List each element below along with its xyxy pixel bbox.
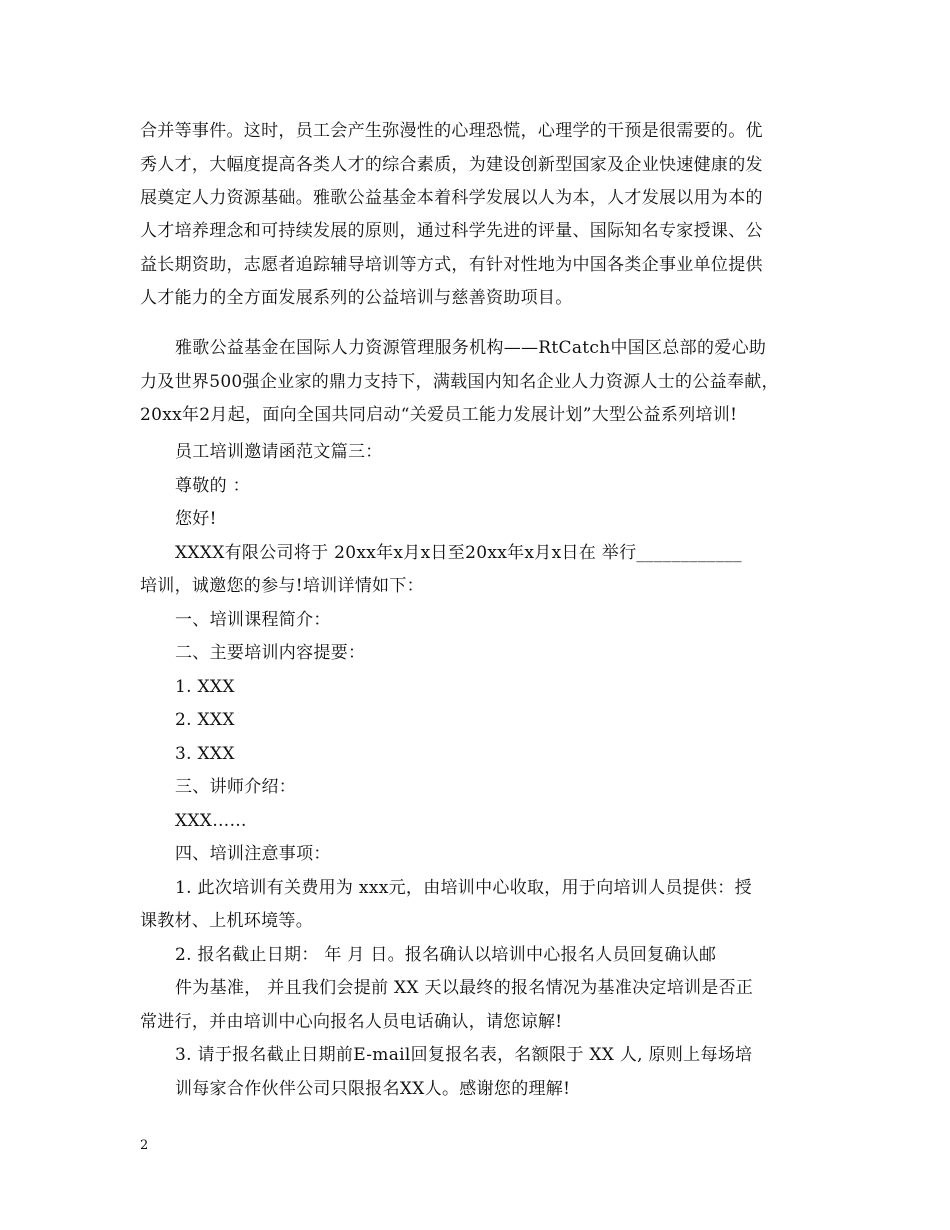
text-line: 展奠定人力资源基础。雅歌公益基金本着科学发展以人为本，人才发展以用为本的: [140, 188, 763, 208]
list-item: 3. 请于报名截止日期前E-mail回复报名表，名额限于 XX 人, 原则上每场培: [175, 1045, 753, 1065]
text-line: XXXX有限公司将于 20xx年x月x日至20xx年x月x日在 举行____________: [175, 543, 742, 563]
list-item: 2. XXX: [175, 710, 235, 730]
text-line: 力及世界500强企业家的鼎力支持下，满载国内知名企业人力资源人士的公益奉献，: [140, 372, 779, 392]
text-line: 雅歌公益基金在国际人力资源管理服务机构——RtCatch中国区总部的爱心助: [175, 338, 767, 358]
text-line: 合并等事件。这时，员工会产生弥漫性的心理恐慌，心理学的干预是很需要的。优: [140, 121, 763, 141]
text-line: 件为基准， 并且我们会提前 XX 天以最终的报名情况为基准决定培训是否正: [175, 978, 754, 998]
list-item: 1. 此次培训有关费用为 xxx元，由培训中心收取，用于向培训人员提供：授: [175, 878, 752, 898]
salutation: 尊敬的 ：: [175, 476, 250, 496]
text-line: 培训，诚邀您的参与!培训详情如下：: [140, 576, 424, 596]
list-item: 2. 报名截止日期： 年 月 日。报名确认以培训中心报名人员回复确认邮: [175, 945, 717, 965]
text-line: 益长期资助，志愿者追踪辅导培训等方式，有针对性地为中国各类企事业单位提供: [140, 255, 763, 275]
list-item: 3. XXX: [175, 744, 235, 764]
list-heading: 二、主要培训内容提要：: [175, 643, 366, 663]
list-heading: 一、培训课程简介：: [175, 610, 331, 630]
text-line: 训每家合作伙伴公司只限报名XX人。感谢您的理解!: [175, 1079, 571, 1099]
text-line: 20xx年2月起，面向全国共同启动“关爱员工能力发展计划”大型公益系列培训!: [140, 405, 738, 425]
text-line: 人才培养理念和可持续发展的原则，通过科学先进的评量、国际知名专家授课、公: [140, 221, 763, 241]
text-line: 课教材、上机环境等。: [140, 911, 313, 931]
list-heading: 三、讲师介绍：: [175, 777, 297, 797]
text-line: XXX……: [175, 811, 247, 831]
section-heading: 员工培训邀请函范文篇三：: [175, 442, 383, 462]
list-heading: 四、培训注意事项：: [175, 844, 331, 864]
text-line: 秀人才，大幅度提高各类人才的综合素质，为建设创新型国家及企业快速健康的发: [140, 155, 763, 175]
text-line: 常进行，并由培训中心向报名人员电话确认，请您谅解!: [140, 1012, 563, 1032]
page-number: 2: [140, 1138, 149, 1153]
list-item: 1. XXX: [175, 677, 235, 697]
text-line: 人才能力的全方面发展系列的公益培训与慈善资助项目。: [140, 288, 573, 308]
greeting: 您好!: [175, 509, 217, 529]
